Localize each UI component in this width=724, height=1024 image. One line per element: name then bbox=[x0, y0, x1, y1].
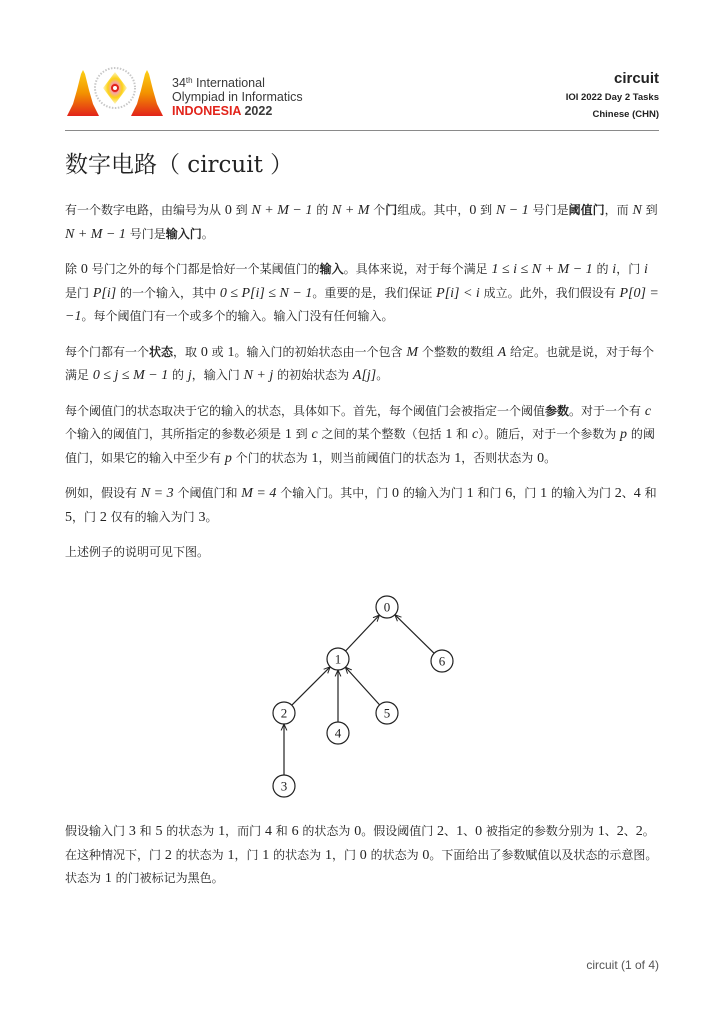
text-run: 。在这种情况下，门 bbox=[65, 824, 655, 862]
text-run: 和 bbox=[452, 427, 472, 441]
task-info bbox=[566, 69, 659, 123]
text-run: ，而 bbox=[604, 203, 633, 217]
text-run: 到 bbox=[476, 203, 496, 217]
math-number: 2 bbox=[614, 486, 622, 501]
text-run: 的输入为门 bbox=[399, 486, 467, 500]
math-number: 6 bbox=[505, 486, 513, 501]
text-run: ，而门 bbox=[225, 824, 265, 838]
math-expression: N − 1 bbox=[495, 203, 529, 218]
edge-5-to-1 bbox=[345, 667, 379, 705]
text-run: 除 bbox=[65, 262, 81, 276]
math-number: 1 bbox=[456, 824, 464, 839]
text-run: 的 bbox=[592, 262, 613, 276]
math-number: 1 bbox=[445, 427, 453, 442]
math-expression: A bbox=[497, 344, 507, 360]
math-number: 0 bbox=[422, 847, 430, 863]
circuit-tree-diagram bbox=[262, 590, 472, 805]
text-run: 的阈值门，如果它的输入中至少有 bbox=[65, 427, 655, 465]
gate-label: 3 bbox=[280, 778, 288, 794]
text-run: ，门 bbox=[331, 847, 360, 862]
math-expression: c bbox=[311, 427, 318, 442]
math-number: 2 bbox=[437, 824, 445, 839]
text-run: 的一个输入，其中 bbox=[116, 285, 220, 300]
math-number: 1 bbox=[324, 847, 332, 863]
math-number: 1 bbox=[540, 486, 548, 501]
math-number: 1 bbox=[104, 871, 112, 886]
text-run: 到 bbox=[641, 203, 658, 217]
text-run: 个阈值门和 bbox=[173, 486, 242, 500]
example-states-paragraph bbox=[65, 820, 659, 903]
text-run: 给定。也就是说，对于每个满足 bbox=[65, 344, 655, 382]
text-run: 。输入门的初始状态由一个包含 bbox=[234, 344, 407, 359]
text-run: 的状态为 bbox=[171, 847, 228, 862]
ioi-logo-icon bbox=[65, 66, 165, 118]
text-run: 到 bbox=[231, 203, 252, 217]
text-run: 假设输入门 bbox=[65, 824, 129, 838]
ioi-brand-text bbox=[172, 74, 303, 118]
text-run: 的状态为 bbox=[366, 847, 423, 862]
math-expression: i bbox=[644, 262, 648, 277]
math-number: 2 bbox=[616, 824, 624, 839]
math-number: 0 bbox=[392, 486, 400, 501]
math-number: 1 bbox=[227, 847, 235, 863]
gate-node-0 bbox=[376, 596, 398, 618]
text-run: 、 bbox=[621, 486, 634, 500]
text-run: 个 bbox=[369, 203, 386, 217]
text-run: 号门是 bbox=[528, 203, 569, 217]
task-name: circuit bbox=[613, 70, 659, 87]
math-expression: P[0] = −1 bbox=[65, 285, 659, 324]
math-number: 5 bbox=[155, 824, 163, 839]
gate-node-5 bbox=[376, 702, 398, 724]
statement-paragraph bbox=[65, 482, 659, 529]
gate-node-3 bbox=[273, 775, 295, 797]
text-run: 。假设阈值门 bbox=[361, 824, 438, 838]
text-run: 。每个阈值门有一个或多个的输入。输入门没有任何输入。 bbox=[81, 309, 394, 323]
statement-paragraph bbox=[65, 820, 659, 891]
math-expression: M bbox=[406, 344, 418, 360]
gate-label: 2 bbox=[280, 705, 288, 721]
edge-2-to-1 bbox=[292, 667, 330, 705]
math-expression: 0 ≤ j ≤ M − 1 bbox=[92, 368, 169, 383]
text-run: 。 bbox=[376, 368, 389, 382]
math-expression: N + M bbox=[332, 203, 370, 218]
math-number: 1 bbox=[466, 486, 474, 501]
text-run: 。重要的是，我们保证 bbox=[312, 285, 437, 300]
text-run: 。 bbox=[544, 450, 557, 465]
gate-node-2 bbox=[273, 702, 295, 724]
math-expression: N + M − 1 bbox=[65, 226, 126, 242]
math-number: 2 bbox=[164, 847, 172, 863]
math-expression: A[j] bbox=[352, 368, 377, 383]
gate-label: 4 bbox=[334, 725, 342, 741]
text-run: 和门 bbox=[473, 486, 506, 500]
text-run: 和 bbox=[640, 486, 657, 500]
gate-label: 0 bbox=[383, 599, 391, 615]
contest-name: IOI 2022 Day 2 Tasks bbox=[565, 92, 659, 103]
bold-term: 参数 bbox=[545, 403, 570, 418]
text-run: ，门 bbox=[616, 262, 645, 276]
math-expression: N + j bbox=[243, 368, 274, 383]
bold-term: 状态 bbox=[149, 344, 174, 359]
text-run: 组成。其中， bbox=[397, 203, 470, 217]
text-run: ，门 bbox=[72, 509, 100, 524]
text-run: 例如，假设有 bbox=[65, 486, 141, 500]
text-run: 、 bbox=[604, 824, 617, 838]
text-run: ，门 bbox=[512, 486, 541, 500]
text-run: ，否则状态为 bbox=[461, 450, 538, 465]
statement-paragraph bbox=[65, 541, 659, 564]
math-number: 1 bbox=[454, 450, 462, 466]
math-expression: P[i] < i bbox=[436, 285, 480, 301]
statement-paragraph bbox=[65, 341, 659, 388]
math-expression: P[i] bbox=[92, 285, 117, 301]
math-number: 0 bbox=[200, 344, 208, 360]
text-run: ，取 bbox=[173, 344, 201, 359]
bold-term: 输入 bbox=[319, 262, 344, 276]
text-run: 的 bbox=[168, 368, 188, 382]
text-run: 上述例子的说明可见下图。 bbox=[65, 545, 210, 559]
text-run: 。下面给出了参数赋值以及状态的示意图。状态为 bbox=[65, 847, 658, 885]
math-number: 2 bbox=[635, 824, 643, 839]
math-number: 0 bbox=[224, 203, 232, 218]
page-footer: circuit (1 of 4) bbox=[586, 958, 659, 972]
bold-term: 输入门 bbox=[165, 226, 202, 241]
math-number: 1 bbox=[218, 824, 226, 839]
statement-paragraph bbox=[65, 199, 659, 246]
math-number: 1 bbox=[311, 450, 319, 466]
math-number: 3 bbox=[198, 509, 206, 525]
text-run: 个门的状态为 bbox=[231, 450, 312, 465]
text-run: 、 bbox=[623, 824, 636, 838]
page-title: 数字电路（ circuit ） bbox=[65, 152, 294, 178]
text-run: 每个阈值门的状态取决于它的输入的状态，具体如下。首先，每个阈值门会被指定一个阈值 bbox=[65, 403, 546, 418]
math-number: 5 bbox=[65, 509, 72, 525]
math-expression: j bbox=[187, 368, 192, 383]
text-run: 的初始状态为 bbox=[273, 368, 353, 382]
problem-statement bbox=[65, 199, 659, 576]
statement-paragraph bbox=[65, 258, 659, 329]
text-run: 或 bbox=[207, 344, 228, 359]
text-run: 的门被标记为黑色。 bbox=[111, 871, 224, 885]
brand-year: 2022 bbox=[241, 104, 273, 118]
text-run: 和 bbox=[135, 824, 156, 838]
math-expression: N = 3 bbox=[140, 486, 174, 501]
text-run: 是门 bbox=[65, 285, 93, 300]
text-run: 个整数的数组 bbox=[418, 344, 498, 359]
header-divider bbox=[65, 130, 659, 131]
math-number: 0 bbox=[469, 203, 477, 218]
gate-label: 5 bbox=[383, 705, 391, 721]
math-expression: M = 4 bbox=[241, 486, 277, 501]
text-run: 、 bbox=[444, 824, 457, 838]
bold-term: 门 bbox=[385, 203, 398, 217]
text-run: 到 bbox=[291, 427, 312, 441]
text-run: 。对于一个有 bbox=[569, 403, 645, 418]
text-run: 和 bbox=[271, 824, 292, 838]
text-run: 成立。此外，我们假设有 bbox=[479, 285, 620, 300]
text-run: 的 bbox=[312, 203, 333, 217]
math-expression: p bbox=[224, 450, 232, 466]
language-label: Chinese (CHN) bbox=[592, 109, 659, 120]
brand-edition-suffix: th bbox=[185, 76, 193, 85]
gate-label: 6 bbox=[438, 653, 446, 669]
math-number: 1 bbox=[227, 344, 235, 360]
text-run: 。 bbox=[205, 509, 218, 524]
text-run: 个输入门。其中，门 bbox=[276, 486, 393, 500]
text-run: 有一个数字电路，由编号为从 bbox=[65, 203, 225, 217]
text-run: 。具体来说，对于每个满足 bbox=[343, 262, 492, 276]
text-run: ，输入门 bbox=[191, 368, 244, 382]
statement-paragraphs bbox=[65, 199, 659, 564]
edge-1-to-0 bbox=[346, 615, 380, 651]
gate-node-6 bbox=[431, 650, 453, 672]
math-number: 1 bbox=[262, 847, 270, 863]
math-number: 1 bbox=[284, 427, 292, 442]
statement-paragraph bbox=[65, 400, 659, 471]
text-run: 的状态为 bbox=[162, 824, 219, 838]
math-number: 0 bbox=[359, 847, 367, 863]
brand-olympiad: Olympiad in Informatics bbox=[172, 90, 303, 104]
math-number: 0 bbox=[80, 262, 88, 277]
math-number: 0 bbox=[354, 824, 362, 839]
text-run: 个输入的阈值门，其所指定的参数必须是 bbox=[65, 427, 285, 441]
math-expression: i bbox=[612, 262, 617, 277]
math-expression: c bbox=[644, 403, 652, 419]
math-number: 6 bbox=[291, 824, 299, 839]
text-run: 每个门都有一个 bbox=[65, 344, 150, 359]
brand-country: INDONESIA bbox=[172, 104, 241, 118]
brand-edition: 34 bbox=[172, 76, 186, 90]
edge-6-to-0 bbox=[395, 615, 434, 654]
text-run: 、 bbox=[463, 824, 476, 838]
math-expression: c bbox=[471, 427, 479, 442]
text-run: 。 bbox=[201, 226, 214, 241]
math-number: 4 bbox=[633, 486, 641, 501]
math-expression: 1 ≤ i ≤ N + M − 1 bbox=[491, 262, 593, 277]
text-run: 被指定的参数分别为 bbox=[482, 824, 598, 838]
math-expression: 0 ≤ P[i] ≤ N − 1 bbox=[219, 285, 313, 301]
text-run: 之间的某个整数（包括 bbox=[317, 427, 446, 441]
text-run: 号门是 bbox=[125, 226, 166, 241]
page-header bbox=[65, 66, 659, 128]
text-run: ）。随后，对于一个参数为 bbox=[478, 427, 621, 441]
text-run: 的输入为门 bbox=[547, 486, 615, 500]
math-expression: p bbox=[620, 427, 628, 442]
brand-international: International bbox=[192, 76, 265, 90]
text-run: 的状态为 bbox=[269, 847, 325, 862]
math-number: 2 bbox=[99, 509, 107, 525]
math-number: 3 bbox=[128, 824, 136, 839]
gate-label: 1 bbox=[334, 651, 342, 667]
bold-term: 阈值门 bbox=[568, 203, 605, 217]
math-number: 0 bbox=[537, 450, 545, 466]
math-expression: N + M − 1 bbox=[251, 203, 313, 218]
text-run: 号门之外的每个门都是恰好一个某阈值门的 bbox=[87, 262, 320, 276]
text-run: 的状态为 bbox=[298, 824, 355, 838]
text-run: ，门 bbox=[234, 847, 263, 862]
math-number: 4 bbox=[264, 824, 272, 839]
math-number: 0 bbox=[475, 824, 483, 839]
gate-node-1 bbox=[327, 648, 349, 670]
gate-node-4 bbox=[327, 722, 349, 744]
math-number: 1 bbox=[597, 824, 605, 839]
math-expression: N bbox=[632, 203, 642, 218]
text-run: 仅有的输入为门 bbox=[106, 509, 199, 524]
text-run: ，则当前阈值门的状态为 bbox=[318, 450, 455, 465]
